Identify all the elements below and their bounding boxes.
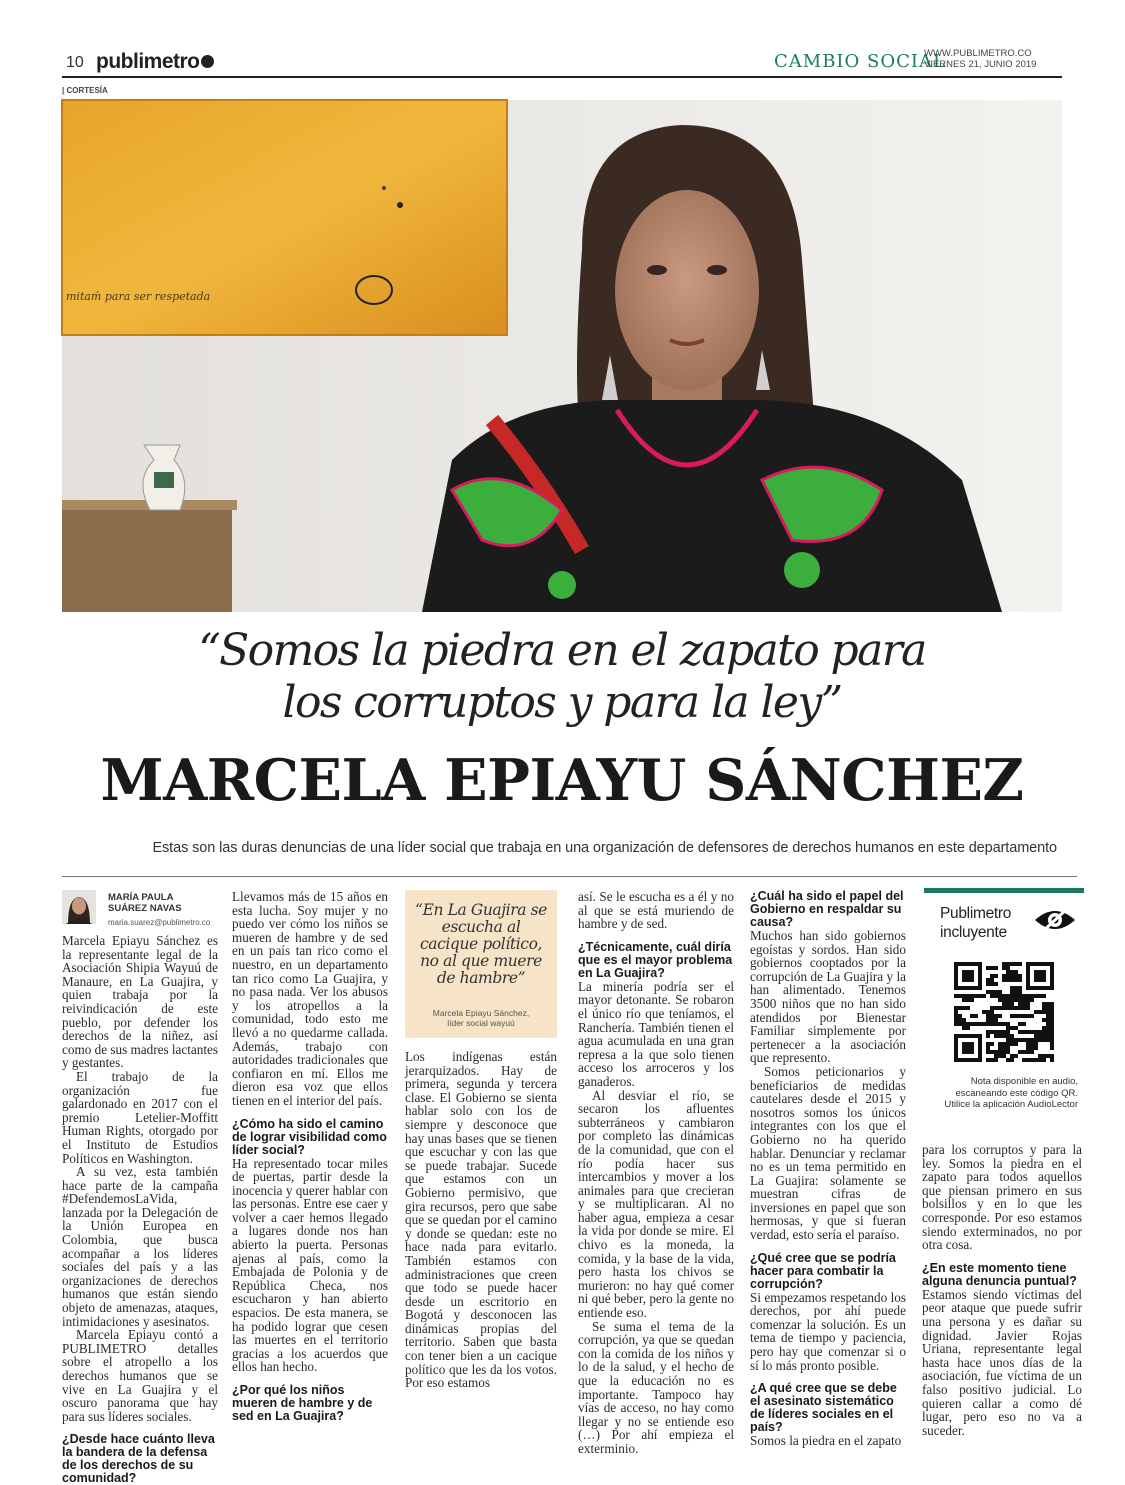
pullquote-attribution: Marcela Epiayu Sánchez, líder social wayuú <box>432 1008 530 1028</box>
pullquote-box <box>405 890 557 1038</box>
column-body <box>750 890 906 1448</box>
header-date: VIERNES 21, JUNIO 2019 <box>924 59 1037 70</box>
article-column-2 <box>232 890 388 1423</box>
article-paragraph: Somos la piedra en el zapato <box>750 1433 902 1449</box>
article-paragraph: Marcela Epiayu Sánchez es la representante legal de la Asociación Shipia Wayuú de Manaure, en La Guajira, y quien trabaja por la reivindicación de este pueblo, por defender los derechos de la niñez, así como de sus madres lactantes y gestantes. <box>62 933 219 1071</box>
author-name: MARÍA PAULA SUÁREZ NAVAS <box>108 892 182 914</box>
brand-globe-icon <box>201 55 214 68</box>
article-paragraph: El trabajo de la organización fue galardonado en 2017 con el premio Letelier-Moffitt Human Rights, otorgado por el Instituto de Estudios Políticos en Washington. <box>62 1068 218 1166</box>
subject-name: MARCELA EPIAYU SÁNCHEZ <box>100 747 1024 814</box>
qr-code[interactable] <box>954 962 1054 1062</box>
interview-question: ¿Técnicamente, cuál diría que es el mayor problema en La Guajira? <box>578 939 733 980</box>
article-paragraph: Los indígenas están jerarquizados. Hay de primera, segunda y tercera clase. El Gobierno se sienta hablar solo con los de siempre y desconoce que hay unas bases que se tienen que escuchar y con las que se puede trabajar. Sucede que estamos con un Gobierno permisivo, que gira recursos, pero que sabe que se quedan por el camino y donde se quedan: este no hace nada para evitarlo. También estamos con administraciones que creen que todo se puede hacer desde un escritorio en Bogotá y desconocen las dinámicas propias del territorio. Saben que basta con tener bien a un cacique político que les da los votos. Por eso estamos <box>405 1049 557 1391</box>
header-meta <box>924 48 1036 70</box>
page-number: 10 <box>66 54 84 71</box>
article-paragraph: así. Se le escucha es a él y no al que se está muriendo de hambre y de sed. <box>578 889 734 932</box>
painting-inscription: mitaḿ para ser respetada <box>66 290 211 303</box>
portrait-illustration <box>62 100 1062 612</box>
page-header <box>62 48 1062 78</box>
article-paragraph: Marcela Epiayu contó a PUBLIMETRO detalles sobre el atropello a los derechos humanos que se vive en La Guajira y el oscuro panorama que hay para sus líderes sociales. <box>62 1327 218 1424</box>
article-paragraph: para los corruptos y para la ley. Somos la piedra en el zapato para todos aquellos que piensan primero en sus bolsillos y en lo que les corresponde. Por eso estamos siendo exterminados, no por otra cosa. <box>922 1142 1082 1253</box>
section-name: CAMBIO SOCIAL <box>774 51 946 72</box>
interview-question: ¿En este momento tiene alguna denuncia puntual? <box>922 1260 1077 1288</box>
sidebar-rule <box>924 888 1084 893</box>
article-paragraph: Ha representado tocar miles de puertas, partir desde la inocencia y querer hablar con las personas. Entre ese caer y volver a caer hemos llegado a lugares donde nos han abierto la puerta. Personas ajenas al país, como la Embajada de Polonia y de República Checa, nos escucharon y han abierto espacios. De esta manera, se ha podido lograr que cesen las muertes en el territorio gracias a los acuerdos que ellos han hecho. <box>232 1155 388 1375</box>
pull-headline-line2: los corruptos y para la ley” <box>282 677 842 728</box>
interview-question: ¿Cuál ha sido el papel del Gobierno en respaldar su causa? <box>750 889 904 929</box>
article-column-1 <box>62 890 218 1485</box>
dek-rule <box>62 876 1077 877</box>
column-body <box>62 934 218 1485</box>
interview-question: ¿Desde hace cuánto lleva la bandera de la defensa de los derechos de su comunidad? <box>62 1432 215 1485</box>
article-column-6 <box>922 1143 1082 1437</box>
accessibility-sidebar <box>924 888 1084 1128</box>
dek-subheading: Estas son las duras denuncias de una líder social que trabaja en una organización de defensores de derechos humanos en este departamento <box>152 840 1057 856</box>
brand-name: publimetro <box>96 50 200 73</box>
article-paragraph: Si empezamos respetando los derechos, por ahí puede comenzar la solución. Es un tema de tiempo y paciencia, pero hay que comenzar si o sí lo más pronto posible. <box>750 1289 906 1373</box>
header-url: WWW.PUBLIMETRO.CO <box>924 48 1032 59</box>
pull-headline <box>62 625 1062 729</box>
article-paragraph: Se suma el tema de la corrupción, ya que se quedan con la comida de los niños y lo de la salud, y el hecho de que la educación no es importante. Tampoco hay vías de acceso, no hay como llegar y no se entiende eso (…) Por ahí empieza el exterminio. <box>578 1318 734 1456</box>
pullquote-text: “En La Guajira se escucha al cacique político, no al que muere de hambre” <box>415 901 547 987</box>
pull-headline-line1: “Somos la piedra en el zapato para <box>198 625 926 676</box>
brand-logo <box>96 50 214 74</box>
column-body <box>232 890 388 1423</box>
article-paragraph: Llevamos más de 15 años en esta lucha. Soy mujer y no puedo ver cómo los niños se mueren de hambre y de sed en un país tan rico como el nuestro, en un departamento tan rico como La Guajira, y no pasa nada. Ver los abusos y los atropellos a la comunidad, todo esto me llevó a no quedarme callada. Además, trabajo con autoridades tradicionales que confiaron en mí. Ellos me dieron esa voz que ellos tienen en el interior del país. <box>232 889 388 1108</box>
article-paragraph: Muchos han sido gobiernos egoístas y sordos. Han sido gobiernos cooptados por la corrupción de La Guajira y la han alimentado. Tenemos 3500 niños que no han sido atendidos por Bienestar Familiar simplemente por pertenecer a la asociación que represento. <box>750 928 906 1066</box>
author-byline <box>62 890 218 926</box>
interview-question: ¿Qué cree que se podría hacer para combatir la corrupción? <box>750 1250 896 1291</box>
article-column-3 <box>405 890 557 1390</box>
author-avatar <box>62 890 96 924</box>
article-paragraph: Estamos siendo víctimas del peor ataque que puede sufrir una persona y es dañar su dignidad. Javier Rojas Uriana, representante legal hasta hace unos días de la asociación, fue víctima de un falso positivo judicial. Lo quieren callar a como dé lugar, pero eso no va a suceder. <box>922 1286 1082 1438</box>
photo-credit: | CORTESÍA <box>62 86 108 95</box>
interview-question: ¿A qué cree que se debe el asesinato sistemático de líderes sociales en el país? <box>750 1381 897 1435</box>
article-paragraph: A su vez, esta también hace parte de la campaña #DefendemosLaVida, lanzada por la Delegación de la Unión Europea en Colombia, que busca acompañar a los líderes sociales del país y a las organizaciones de derechos humanos que están siendo objeto de amenazas, ataques, intimidaciones y asesinatos. <box>62 1164 218 1329</box>
author-email[interactable]: maria.suarez@publimetro.co <box>108 918 211 927</box>
column-body <box>405 1050 557 1390</box>
sidebar-title: Publimetro incluyente <box>940 905 1012 941</box>
article-paragraph: Al desviar el río, se secaron los afluentes subterráneos y cambiaron por completo las dinámicas de la comunidad, que con el río podía hacer sus intercambios y mover a los animales para que crecieran y se multiplicaran. Al no haber agua, empieza a cesar la vida por donde se mire. El chivo es la moneda, la comida, y la base de la vida, pero hasta los chivos se murieron: no hay qué comer ni qué beber, pero la gente no entiende eso. <box>578 1087 734 1321</box>
interview-question: ¿Por qué los niños mueren de hambre y de sed en La Guajira? <box>232 1383 373 1423</box>
main-photo <box>62 100 1062 612</box>
column-body <box>578 890 734 1456</box>
sidebar-note: Nota disponible en audio, escaneando este código QR. Utilice la aplicación AudioLector <box>944 1076 1078 1110</box>
article-column-5 <box>750 890 906 1448</box>
article-paragraph: La minería podría ser el mayor detonante. Se robaron el único río que teníamos, el Ranchería. También tienen el agua acumulada en una gran represa a la que solo tienen acceso los arroceros y los ganaderos. <box>578 978 734 1089</box>
header-rule <box>62 76 1062 78</box>
interview-question: ¿Cómo ha sido el camino de lograr visibilidad como líder social? <box>232 1116 387 1157</box>
column-body <box>922 1143 1082 1437</box>
eye-braille-icon <box>1032 900 1078 940</box>
article-paragraph: Somos peticionarios y beneficiarios de medidas cautelares desde el 2015 y nosotros somos los únicos integrantes con los que el Gobierno no ha querido hablar. Denunciar y reclamar no es un tema permitido en La Guajira: solamente se muestran cifras de inversiones en papel que son hermosas, y que si fueran verdad, esto sería el paraíso. <box>750 1063 906 1243</box>
article-column-4 <box>578 890 734 1456</box>
